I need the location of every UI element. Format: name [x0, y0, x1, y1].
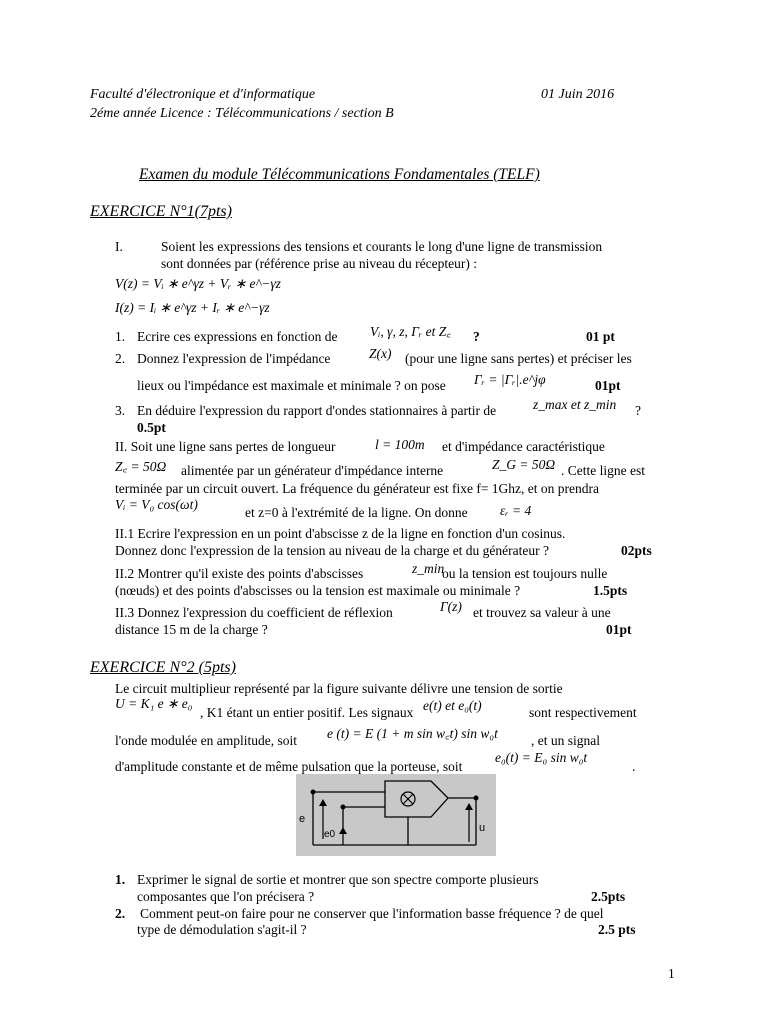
ex2-q1-number: 1.	[115, 872, 126, 887]
ex2-signals: e(t) et e₀(t)	[423, 698, 482, 713]
q2-text-c: lieux ou l'impédance est maximale et minimale ? on pose	[137, 378, 446, 393]
ex2-q1-text-a: Exprimer le signal de sortie et montrer que son spectre comporte plusieurs	[137, 872, 539, 887]
page-number: 1	[668, 966, 675, 981]
line-length: l = 100m	[375, 437, 425, 452]
incident-voltage: Vᵢ = V₀ cos(ωt)	[115, 497, 198, 512]
q1-variables: Vᵢ, γ, z, Γᵣ et Z꜀	[370, 324, 451, 339]
ex2-q2-points: 2.5 pts	[598, 922, 636, 937]
ex2-text-4b: .	[632, 759, 636, 774]
faculty-name: Faculté d'électronique et d'informatique	[90, 87, 316, 102]
q3-text: En déduire l'expression du rapport d'ondes stationnaires à partir de	[137, 403, 497, 418]
II3-variable: Γ(z)	[440, 599, 462, 614]
q2-number: 2.	[115, 351, 126, 366]
ex2-q2-text-b: type de démodulation s'agit-il ?	[137, 922, 307, 937]
q2-text-a: Donnez l'expression de l'impédance	[137, 351, 331, 366]
part-II-text-1b: et d'impédance caractéristique	[442, 439, 605, 454]
q1-points: 01 pt	[586, 329, 615, 344]
characteristic-impedance: Z꜀ = 50Ω	[115, 459, 167, 474]
level-info: 2éme année Licence : Télécommunications / section B	[90, 106, 394, 121]
II2-variable: z_min	[412, 561, 445, 576]
q2-points: 01pt	[595, 378, 621, 393]
equation-current: I(z) = Iᵢ ∗ e^γz + Iᵣ ∗ e^−γz	[115, 300, 270, 315]
q1-number: 1.	[115, 329, 126, 344]
II2-text-b: ou la tension est toujours nulle	[442, 566, 608, 581]
II3-points: 01pt	[606, 622, 632, 637]
carrier-equation: e₀(t) = E₀ sin w₀t	[495, 750, 588, 765]
part-I-text-1: Soient les expressions des tensions et courants le long d'une ligne de transmission	[161, 239, 603, 254]
q2-equation: Γᵣ = |Γᵣ|.e^jφ	[474, 372, 546, 387]
II1-text-b: Donnez donc l'expression de la tension au niveau de la charge et du générateur ?	[115, 543, 550, 558]
ex2-text-2b: sont respectivement	[529, 705, 637, 720]
part-II-text-2b: . Cette ligne est	[561, 463, 645, 478]
ex2-q1-points: 2.5pts	[591, 889, 626, 904]
II2-text-a: II.2 Montrer qu'il existe des points d'abscisses	[115, 566, 364, 581]
ex2-q2-text-a: Comment peut-on faire pour ne conserver que l'information basse fréquence ? de quel	[140, 906, 604, 921]
part-I-number: I.	[115, 239, 123, 254]
generator-impedance: Z_G = 50Ω	[492, 457, 556, 472]
II2-points: 1.5pts	[593, 583, 628, 598]
q3-points: 0.5pt	[137, 420, 166, 435]
q2-variable: Z(x)	[369, 346, 392, 361]
label-e: e	[299, 813, 306, 825]
output-equation: U = K₁ e ∗ e₀	[115, 696, 193, 711]
ex2-text-1: Le circuit multiplieur représenté par la figure suivante délivre une tension de sortie	[115, 681, 563, 696]
equation-voltage: V(z) = Vᵢ ∗ e^γz + Vᵣ ∗ e^−γz	[115, 276, 281, 291]
relative-permittivity: εᵣ = 4	[500, 503, 532, 518]
q1-text: Ecrire ces expressions en fonction de	[137, 329, 338, 344]
II2-text-c: (nœuds) et des points d'abscisses ou la tension est maximale ou minimale ?	[115, 583, 521, 598]
II3-text-b: et trouvez sa valeur à une	[473, 605, 611, 620]
part-II-text-4: et z=0 à l'extrémité de la ligne. On donne	[245, 505, 468, 520]
ex2-q2-number: 2.	[115, 906, 126, 921]
II3-text-c: distance 15 m de la charge ?	[115, 622, 268, 637]
multiplier-circuit-diagram	[296, 774, 496, 856]
ex2-text-4a: d'amplitude constante et de même pulsation que la porteuse, soit	[115, 759, 463, 774]
ex2-text-3a: l'onde modulée en amplitude, soit	[115, 733, 298, 748]
ex2-q1-text-b: composantes que l'on précisera ?	[137, 889, 315, 904]
q3-number: 3.	[115, 403, 126, 418]
part-II-text-1a: II. Soit une ligne sans pertes de longueur	[115, 439, 336, 454]
q2-text-b: (pour une ligne sans pertes) et préciser les	[405, 351, 632, 366]
ex2-text-3b: , et un signal	[531, 733, 600, 748]
exam-title: Examen du module Télécommunications Fondamentales (TELF)	[139, 166, 540, 183]
II3-text-a: II.3 Donnez l'expression du coefficient de réflexion	[115, 605, 393, 620]
label-e0: e0	[324, 829, 336, 840]
label-u: u	[479, 822, 486, 834]
multiplier-circuit-figure	[296, 774, 496, 856]
part-II-text-3: terminée par un circuit ouvert. La fréquence du générateur est fixe f= 1Ghz, et on prendra	[115, 481, 600, 496]
q3-variables: z_max et z_min	[533, 397, 617, 412]
II1-text-a: II.1 Ecrire l'expression en un point d'abscisse z de la ligne en fonction d'un cosinus.	[115, 526, 566, 541]
am-equation: e (t) = E (1 + m sin w꜀t) sin w₀t	[327, 726, 498, 741]
ex2-text-2a: , K1 étant un entier positif. Les signaux	[200, 705, 414, 720]
II1-points: 02pts	[621, 543, 652, 558]
part-I-text-2: sont données par (référence prise au niveau du récepteur) :	[161, 256, 477, 271]
q1-end: ?	[473, 329, 480, 344]
q3-end: ?	[635, 403, 641, 418]
exercise-1-title: EXERCICE N°1(7pts)	[90, 203, 232, 220]
part-II-text-2a: alimentée par un générateur d'impédance interne	[181, 463, 444, 478]
exam-date: 01 Juin 2016	[541, 87, 615, 102]
exercise-2-title: EXERCICE N°2 (5pts)	[90, 659, 236, 676]
